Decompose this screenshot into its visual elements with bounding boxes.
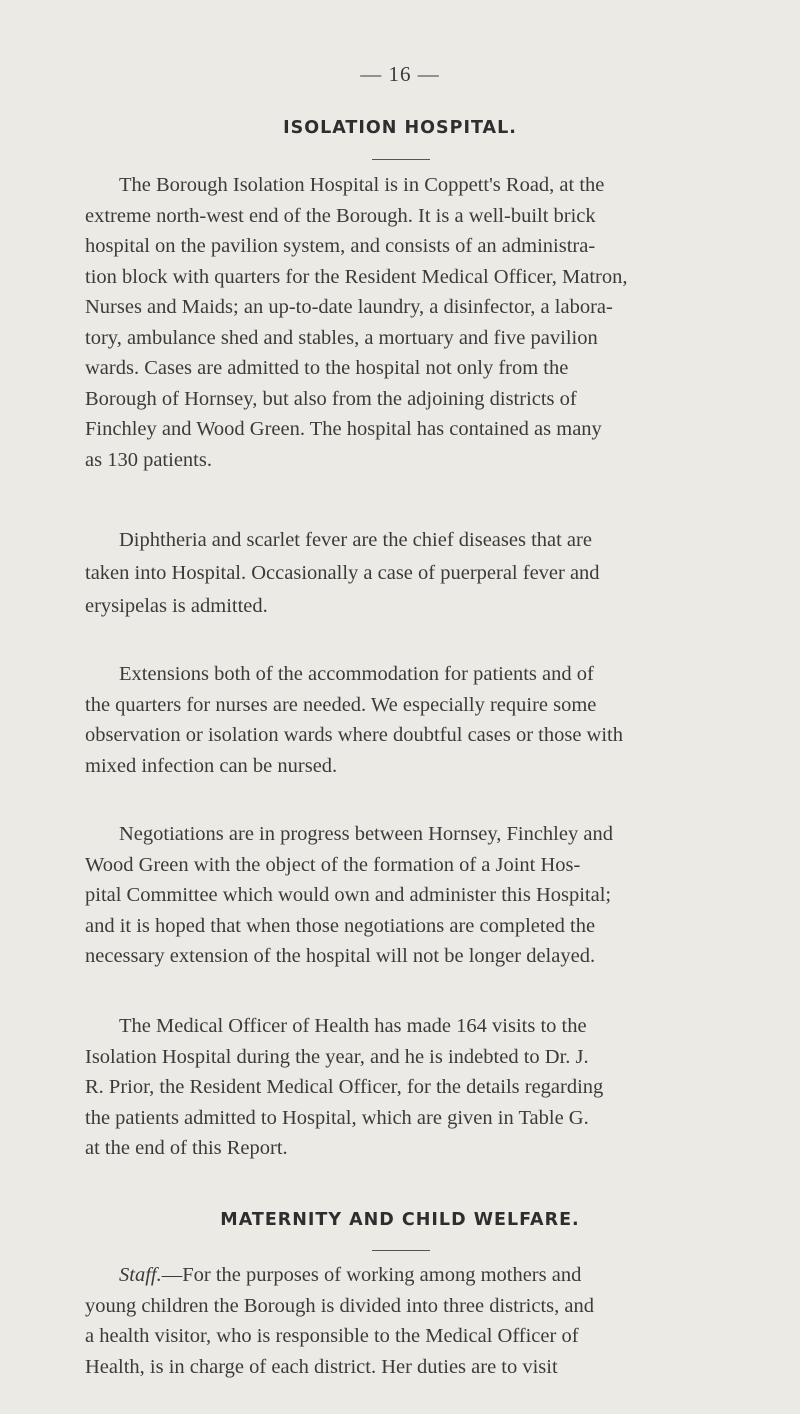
paragraph-extensions	[85, 659, 797, 781]
section-heading-isolation-hospital: ISOLATION HOSPITAL.	[283, 118, 517, 138]
text-line: necessary extension of the hospital will not be longer delayed.	[85, 945, 596, 967]
text-line: Nurses and Maids; an up-to-date laundry, a disinfector, a labora-	[85, 296, 613, 318]
text-line: wards. Cases are admitted to the hospital not only from the	[85, 357, 569, 379]
text-line: Isolation Hospital during the year, and he is indebted to Dr. J.	[85, 1045, 589, 1068]
text-line: observation or isolation wards where doubtful cases or those with	[85, 724, 624, 746]
text-line: The Medical Officer of Health has made 164 visits to the	[119, 1015, 587, 1037]
section-heading-maternity: MATERNITY AND CHILD WELFARE.	[220, 1210, 580, 1230]
text-run: —For the purposes of working among mothers and	[161, 1264, 582, 1286]
text-line: pital Committee which would own and administer this Hospital;	[85, 884, 612, 906]
text-line: extreme north-west end of the Borough. It is a well-built brick	[85, 204, 596, 227]
text-line: Extensions both of the accommodation for patients and of	[119, 663, 594, 685]
text-line: taken into Hospital. Occasionally a case of puerperal fever and	[85, 562, 600, 584]
text-line: Health, is in charge of each district. Her duties are to visit	[85, 1355, 558, 1378]
text-line: erysipelas is admitted.	[85, 595, 268, 617]
paragraph-location	[85, 170, 797, 475]
text-line: tion block with quarters for the Resident Medical Officer, Matron,	[85, 265, 628, 288]
paragraph-diseases	[85, 524, 797, 623]
text-line: a health visitor, who is responsible to the Medical Officer of	[85, 1325, 579, 1347]
text-line: tory, ambulance shed and stables, a mortuary and five pavilion	[85, 326, 598, 349]
text-line: as 130 patients.	[85, 448, 212, 471]
paragraph-staff	[85, 1260, 797, 1382]
text-line: Diphtheria and scarlet fever are the chief diseases that are	[119, 529, 592, 551]
text-line: Negotiations are in progress between Hornsey, Finchley and	[119, 823, 613, 845]
text-line	[85, 1260, 797, 1291]
text-line: Finchley and Wood Green. The hospital has contained as many	[85, 418, 602, 440]
heading-rule	[372, 159, 430, 160]
text-line: Wood Green with the object of the formation of a Joint Hos-	[85, 853, 581, 876]
heading-rule	[372, 1250, 430, 1251]
lead-in-staff: Staff.	[119, 1264, 162, 1286]
text-line: mixed infection can be nursed.	[85, 754, 338, 777]
text-line: the patients admitted to Hospital, which are given in Table G.	[85, 1106, 589, 1129]
text-line: at the end of this Report.	[85, 1137, 288, 1159]
text-line: the quarters for nurses are needed. We especially require some	[85, 693, 597, 716]
page-number: — 16 —	[360, 62, 440, 86]
text-line: R. Prior, the Resident Medical Officer, for the details regarding	[85, 1076, 604, 1098]
paragraph-negotiations	[85, 819, 797, 972]
text-line: young children the Borough is divided into three districts, and	[85, 1294, 594, 1317]
text-line: The Borough Isolation Hospital is in Coppett's Road, at the	[119, 174, 605, 196]
text-line: and it is hoped that when those negotiations are completed the	[85, 914, 596, 937]
text-line: Borough of Hornsey, but also from the adjoining districts of	[85, 387, 577, 410]
text-line: hospital on the pavilion system, and consists of an administra-	[85, 235, 596, 257]
paragraph-visits	[85, 1011, 797, 1164]
